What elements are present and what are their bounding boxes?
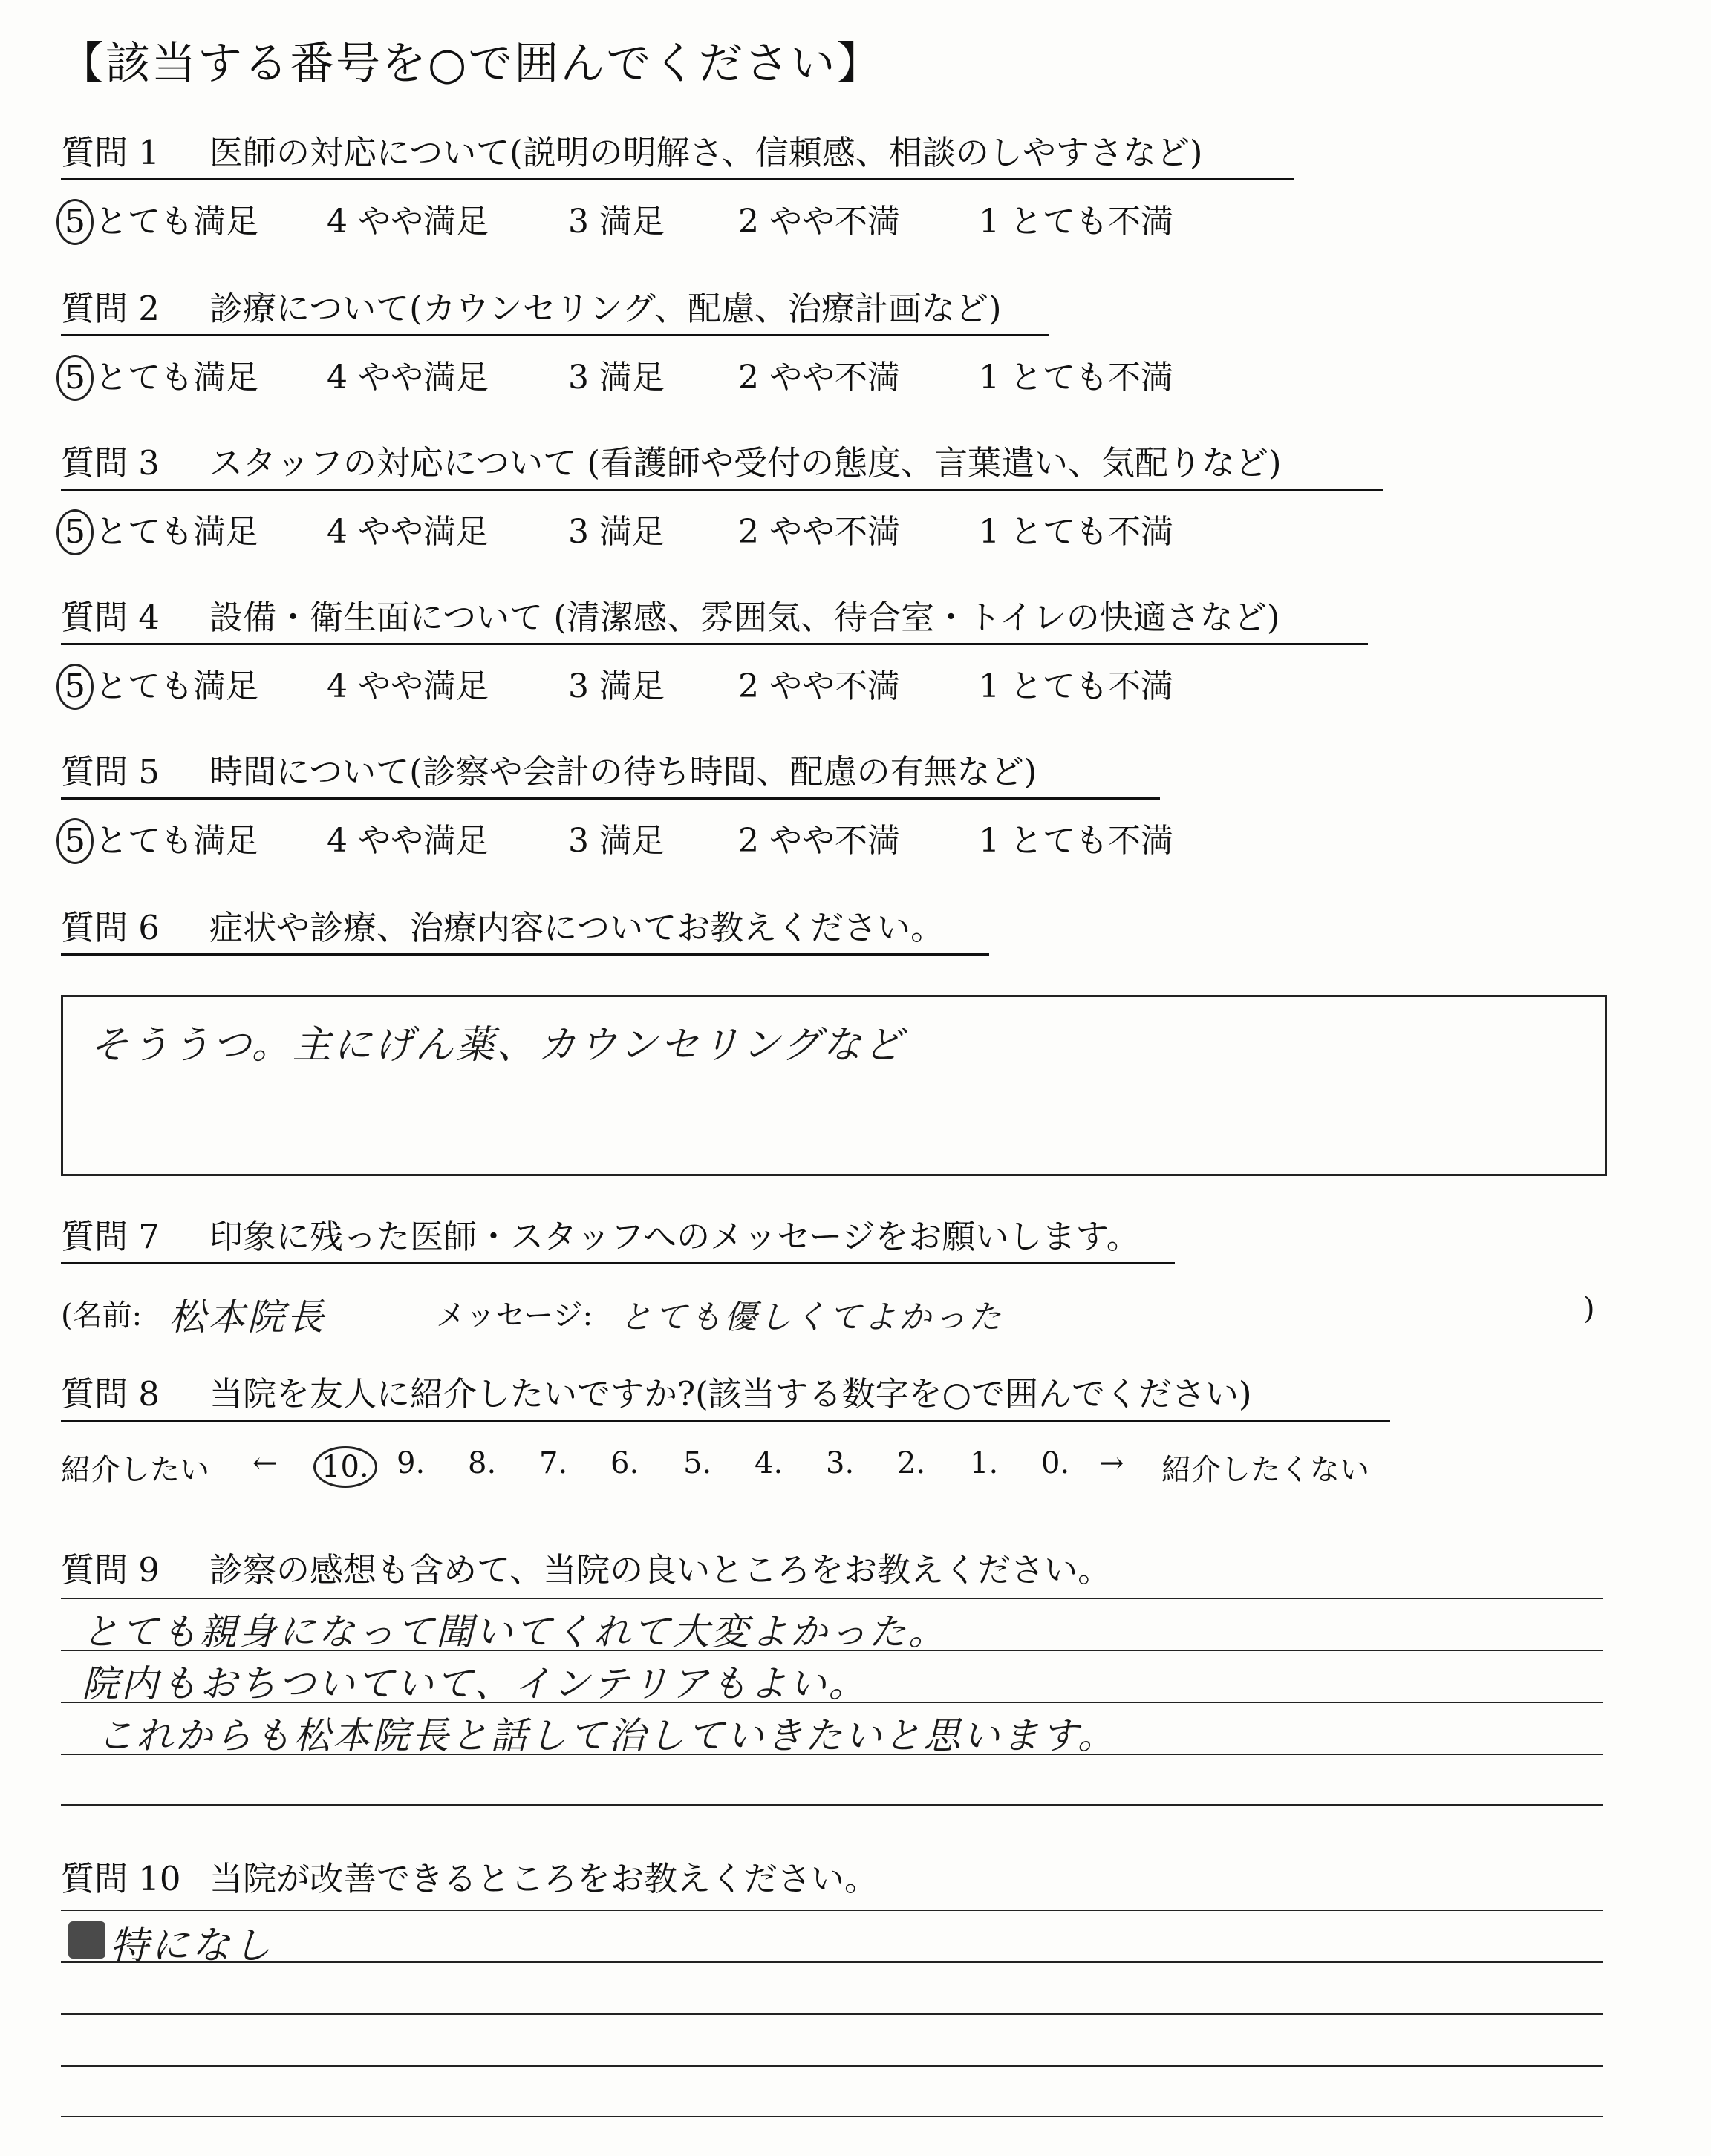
scale-option-10-selected[interactable]: 10. [313, 1446, 377, 1488]
rating-satisfied[interactable]: 3 満足 [568, 513, 665, 551]
message-value[interactable]: とても優しくてよかった [619, 1298, 1003, 1336]
scale-option-0[interactable]: 0. [1041, 1446, 1070, 1480]
answer-rule [61, 1804, 1603, 1806]
rating-satisfied-somewhat[interactable]: 4 やや満足 [327, 513, 489, 551]
answer-rule [61, 1598, 1603, 1599]
answer-rule [61, 1910, 1603, 1911]
message-line-q7 [61, 1292, 1603, 1339]
answer-rule [61, 2013, 1603, 2015]
handwritten-answer-line-2: 院内もおちついていて、インテリアもよい。 [82, 1662, 868, 1705]
question-7 [61, 1218, 1175, 1264]
rating-very-satisfied[interactable]: とても満足 [95, 822, 258, 860]
question-number: 質問 1 [61, 133, 160, 172]
rating-very-unsatisfied[interactable]: 1 とても不満 [979, 513, 1173, 551]
handwritten-answer: 特になし [110, 1924, 274, 1968]
question-text: 当院が改善できるところをお教えください。 [209, 1859, 879, 1898]
rating-options-q5 [61, 814, 1249, 858]
scale-option-9[interactable]: 9. [397, 1446, 426, 1480]
answer-rule [61, 2116, 1603, 2117]
rating-satisfied-somewhat[interactable]: 4 やや満足 [327, 359, 489, 396]
rating-options-q1 [61, 195, 1249, 239]
rating-somewhat-unsatisfied[interactable]: 2 やや不満 [738, 822, 900, 860]
question-6 [61, 909, 989, 956]
question-text: 印象に残った医師・スタッフへのメッセージをお願いします。 [209, 1217, 1140, 1256]
question-number: 質問 5 [61, 752, 160, 791]
name-value[interactable]: 松本院長 [169, 1296, 326, 1339]
handwritten-answer-line-1: とても親身になって聞いてくれて大変よかった。 [82, 1610, 948, 1653]
rating-very-satisfied[interactable]: とても満足 [95, 359, 258, 396]
question-5 [61, 753, 1160, 800]
rating-very-satisfied[interactable]: とても満足 [95, 513, 258, 551]
question-3 [61, 444, 1383, 491]
rating-options-q4 [61, 659, 1249, 704]
question-number: 質問 6 [61, 908, 160, 947]
scale-option-8[interactable]: 8. [468, 1446, 497, 1480]
answer-rule [61, 1961, 1603, 1963]
question-text: 診察の感想も含めて、当院の良いところをお教えください。 [209, 1550, 1112, 1590]
rating-very-unsatisfied[interactable]: 1 とても不満 [979, 203, 1173, 241]
recommend-scale [61, 1446, 1546, 1491]
rating-somewhat-unsatisfied[interactable]: 2 やや不満 [738, 203, 900, 241]
scale-option-4[interactable]: 4. [755, 1446, 783, 1480]
question-number: 質問 3 [61, 443, 160, 483]
rating-somewhat-unsatisfied[interactable]: 2 やや不満 [738, 513, 900, 551]
question-number: 質問 8 [61, 1374, 160, 1414]
selected-rating-5[interactable]: 5 [56, 664, 94, 710]
question-text: 時間について(診察や会計の待ち時間、配慮の有無など) [209, 752, 1037, 791]
left-arrow-icon: ← [252, 1446, 278, 1480]
right-arrow-icon: → [1099, 1446, 1124, 1480]
question-text: 医師の対応について(説明の明解さ、信頼感、相談のしやすさなど) [209, 133, 1203, 172]
question-number: 質問 4 [61, 598, 160, 637]
scale-option-7[interactable]: 7. [539, 1446, 568, 1480]
question-text: 症状や診療、治療内容についてお教えください。 [209, 908, 945, 947]
scale-left-label: 紹介したい [61, 1453, 209, 1487]
selected-rating-5[interactable]: 5 [56, 509, 94, 555]
message-label: メッセージ: [436, 1298, 593, 1333]
question-9 [61, 1543, 1111, 1591]
form-header: 【該当する番号を○で囲んでください】 [59, 38, 883, 90]
rating-satisfied[interactable]: 3 満足 [568, 203, 665, 241]
rating-satisfied-somewhat[interactable]: 4 やや満足 [327, 822, 489, 860]
question-number: 質問 9 [61, 1550, 160, 1590]
scale-option-3[interactable]: 3. [826, 1446, 855, 1480]
name-label: (名前: [61, 1298, 143, 1333]
question-text: 当院を友人に紹介したいですか?(該当する数字を○で囲んでください) [209, 1374, 1252, 1414]
question-1 [61, 134, 1294, 180]
selected-rating-5[interactable]: 5 [56, 199, 94, 245]
question-text: 設備・衛生面について (清潔感、雰囲気、待合室・トイレの快適さなど) [209, 598, 1280, 637]
rating-satisfied[interactable]: 3 満足 [568, 667, 665, 705]
question-2 [61, 290, 1049, 336]
rating-options-q3 [61, 505, 1249, 549]
question-number: 質問 7 [61, 1217, 160, 1256]
scale-right-label: 紹介したくない [1161, 1453, 1369, 1487]
answer-box-q6[interactable] [61, 995, 1607, 1176]
scribble-mark [68, 1921, 105, 1959]
question-text: 診療について(カウンセリング、配慮、治療計画など) [209, 289, 1002, 328]
rating-very-unsatisfied[interactable]: 1 とても不満 [979, 822, 1173, 860]
selected-rating-5[interactable]: 5 [56, 355, 94, 401]
rating-very-unsatisfied[interactable]: 1 とても不満 [979, 359, 1173, 396]
handwritten-answer: そううつ。主にげん薬、カウンセリングなど [90, 1023, 905, 1068]
rating-very-unsatisfied[interactable]: 1 とても不満 [979, 667, 1173, 705]
rating-satisfied-somewhat[interactable]: 4 やや満足 [327, 203, 489, 241]
question-4 [61, 598, 1368, 645]
rating-satisfied[interactable]: 3 満足 [568, 359, 665, 396]
rating-very-satisfied[interactable]: とても満足 [95, 667, 258, 705]
rating-satisfied[interactable]: 3 満足 [568, 822, 665, 860]
scale-option-5[interactable]: 5. [683, 1446, 712, 1480]
answer-rule [61, 2065, 1603, 2067]
selected-rating-5[interactable]: 5 [56, 818, 94, 864]
question-10 [61, 1852, 878, 1900]
scale-option-1[interactable]: 1. [970, 1446, 999, 1480]
question-8 [61, 1375, 1390, 1422]
handwritten-answer-line-3: これからも松本院長と話して治していきたいと思います。 [97, 1714, 1117, 1757]
scale-option-6[interactable]: 6. [610, 1446, 639, 1480]
rating-satisfied-somewhat[interactable]: 4 やや満足 [327, 667, 489, 705]
question-number: 質問 10 [61, 1859, 181, 1898]
question-number: 質問 2 [61, 289, 160, 328]
rating-options-q2 [61, 350, 1249, 395]
rating-somewhat-unsatisfied[interactable]: 2 やや不満 [738, 359, 900, 396]
rating-very-satisfied[interactable]: とても満足 [95, 203, 258, 241]
rating-somewhat-unsatisfied[interactable]: 2 やや不満 [738, 667, 900, 705]
question-text: スタッフの対応について (看護師や受付の態度、言葉遣い、気配りなど) [209, 443, 1282, 483]
close-paren: ) [1583, 1292, 1595, 1326]
scale-option-2[interactable]: 2. [897, 1446, 926, 1480]
